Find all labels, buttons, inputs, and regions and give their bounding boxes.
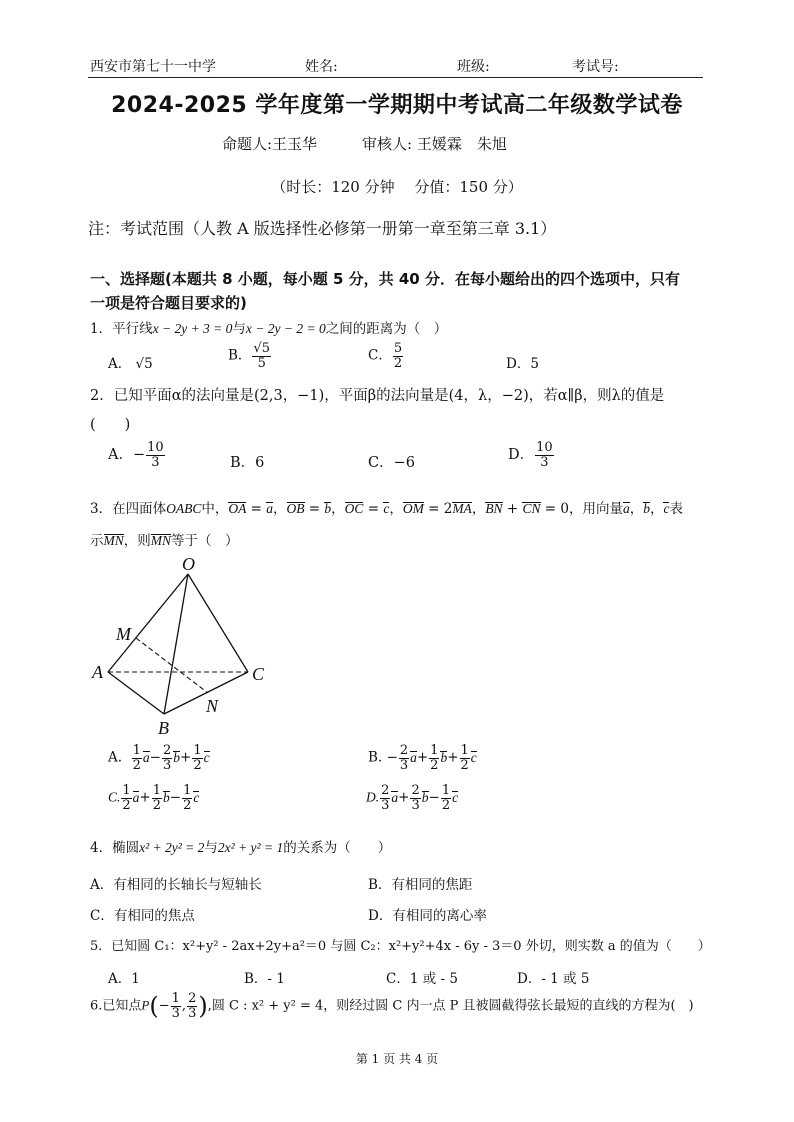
label-M: M: [116, 624, 131, 644]
q3-option-d: D. $\frac{2}{3}$ a+ $\frac{2}{3}$ b− $\frac{1}{2}$ c: [366, 783, 459, 813]
tetrahedron-figure: [86, 550, 286, 740]
q4-option-c: C．有相同的焦点: [90, 908, 195, 924]
section-heading-line2: 一项是符合题目要求的): [90, 294, 247, 312]
page-footer: 第 1 页 共 4 页: [355, 1052, 439, 1066]
label-B: B: [158, 718, 169, 738]
q2-option-b: B．6: [230, 455, 265, 471]
q3-option-a: A. $\frac{1}{2}$ a− $\frac{2}{3}$ b+ $\frac{1}{2}$ c: [108, 743, 210, 773]
edge-AB: [108, 672, 164, 714]
question-3-line2: 示MN，则MN等于（ ）: [90, 533, 239, 549]
edge-OB: [164, 574, 188, 714]
class-label: 班级:: [457, 59, 490, 75]
question-2: 2．已知平面α的法向量是(2,3，−1)，平面β的法向量是(4，λ，−2)，若α∥β，则λ的值是: [90, 388, 665, 404]
question-3: 3．在四面体OABC中，OA = a，OB = b，OC = c，OM = 2MA，BN + CN = 0，用向量a，b，c表: [90, 501, 683, 517]
question-2-blank: ( ): [90, 417, 131, 433]
exam-scope-note: 注：考试范围（人教 A 版选择性必修第一册第一章至第三章 3.1）: [88, 219, 557, 238]
q1-option-b: B． $\frac{√5}{5}$: [228, 341, 270, 371]
q2-option-a: A．− $\frac{10}{3}$: [108, 440, 164, 470]
question-5: 5．已知圆 C₁：x²+y² - 2ax+2y+a²＝0 与圆 C₂：x²+y²+4x - 6y - 3＝0 外切，则实数 a 的值为（ ）: [90, 939, 711, 954]
q3-option-c: C. $\frac{1}{2}$ a+ $\frac{1}{2}$ b− $\frac{1}{2}$ c: [108, 783, 200, 813]
q2-option-c: C．−6: [368, 455, 415, 471]
q5-option-b: B．- 1: [244, 971, 285, 987]
authors-line: 命题人:王玉华 审核人: 王媛霖 朱旭: [222, 135, 507, 153]
exam-number-label: 考试号:: [572, 59, 619, 75]
school-name: 西安市第七十一中学: [90, 59, 216, 75]
label-C: C: [252, 664, 265, 684]
edge-OC: [188, 574, 248, 672]
label-O: O: [182, 554, 195, 574]
name-label: 姓名:: [305, 59, 338, 75]
q1-option-c: C． $\frac{5}{2}$: [368, 341, 403, 371]
label-N: N: [206, 696, 219, 716]
section-heading-line1: 一、选择题(本题共 8 小题，每小题 5 分，共 40 分．在每小题给出的四个选项中，只有: [90, 270, 680, 288]
q5-option-c: C．1 或 - 5: [386, 971, 458, 987]
page-title: 2024-2025 学年度第一学期期中考试高二年级数学试卷: [111, 93, 683, 118]
q4-option-d: D．有相同的离心率: [368, 908, 487, 924]
q5-option-d: D．- 1 或 5: [517, 971, 590, 987]
q4-option-b: B．有相同的焦距: [368, 877, 473, 893]
q2-option-d: D． $\frac{10}{3}$: [508, 440, 553, 470]
q3-option-b: B. − $\frac{2}{3}$ a+ $\frac{1}{2}$ b+ $\frac{1}{2}$ c: [368, 743, 477, 773]
question-4: 4．椭圆x² + 2y² = 2与2x² + y² = 1的关系为（ ）: [90, 840, 392, 856]
duration-line: （时长：120 分钟 分值：150 分）: [271, 178, 523, 196]
q1-option-d: D．5: [506, 356, 539, 372]
question-6: 6.已知点P(− $\frac{1}{3}$ , $\frac{2}{3}$ ),圆 C : x² + y² = 4，则经过圆 C 内一点 P 且被圆截得弦长最短的直线的方程为( ): [90, 991, 694, 1021]
question-1: 1．平行线x − 2y + 3 = 0与x − 2y − 2 = 0之间的距离为（ ）: [90, 321, 448, 337]
header-divider: [88, 77, 703, 78]
q5-option-a: A．1: [108, 971, 140, 987]
q4-option-a: A．有相同的长轴长与短轴长: [90, 877, 262, 893]
label-A: A: [92, 662, 103, 682]
edge-OA: [108, 574, 188, 672]
q1-option-a: A． √5: [108, 356, 153, 372]
